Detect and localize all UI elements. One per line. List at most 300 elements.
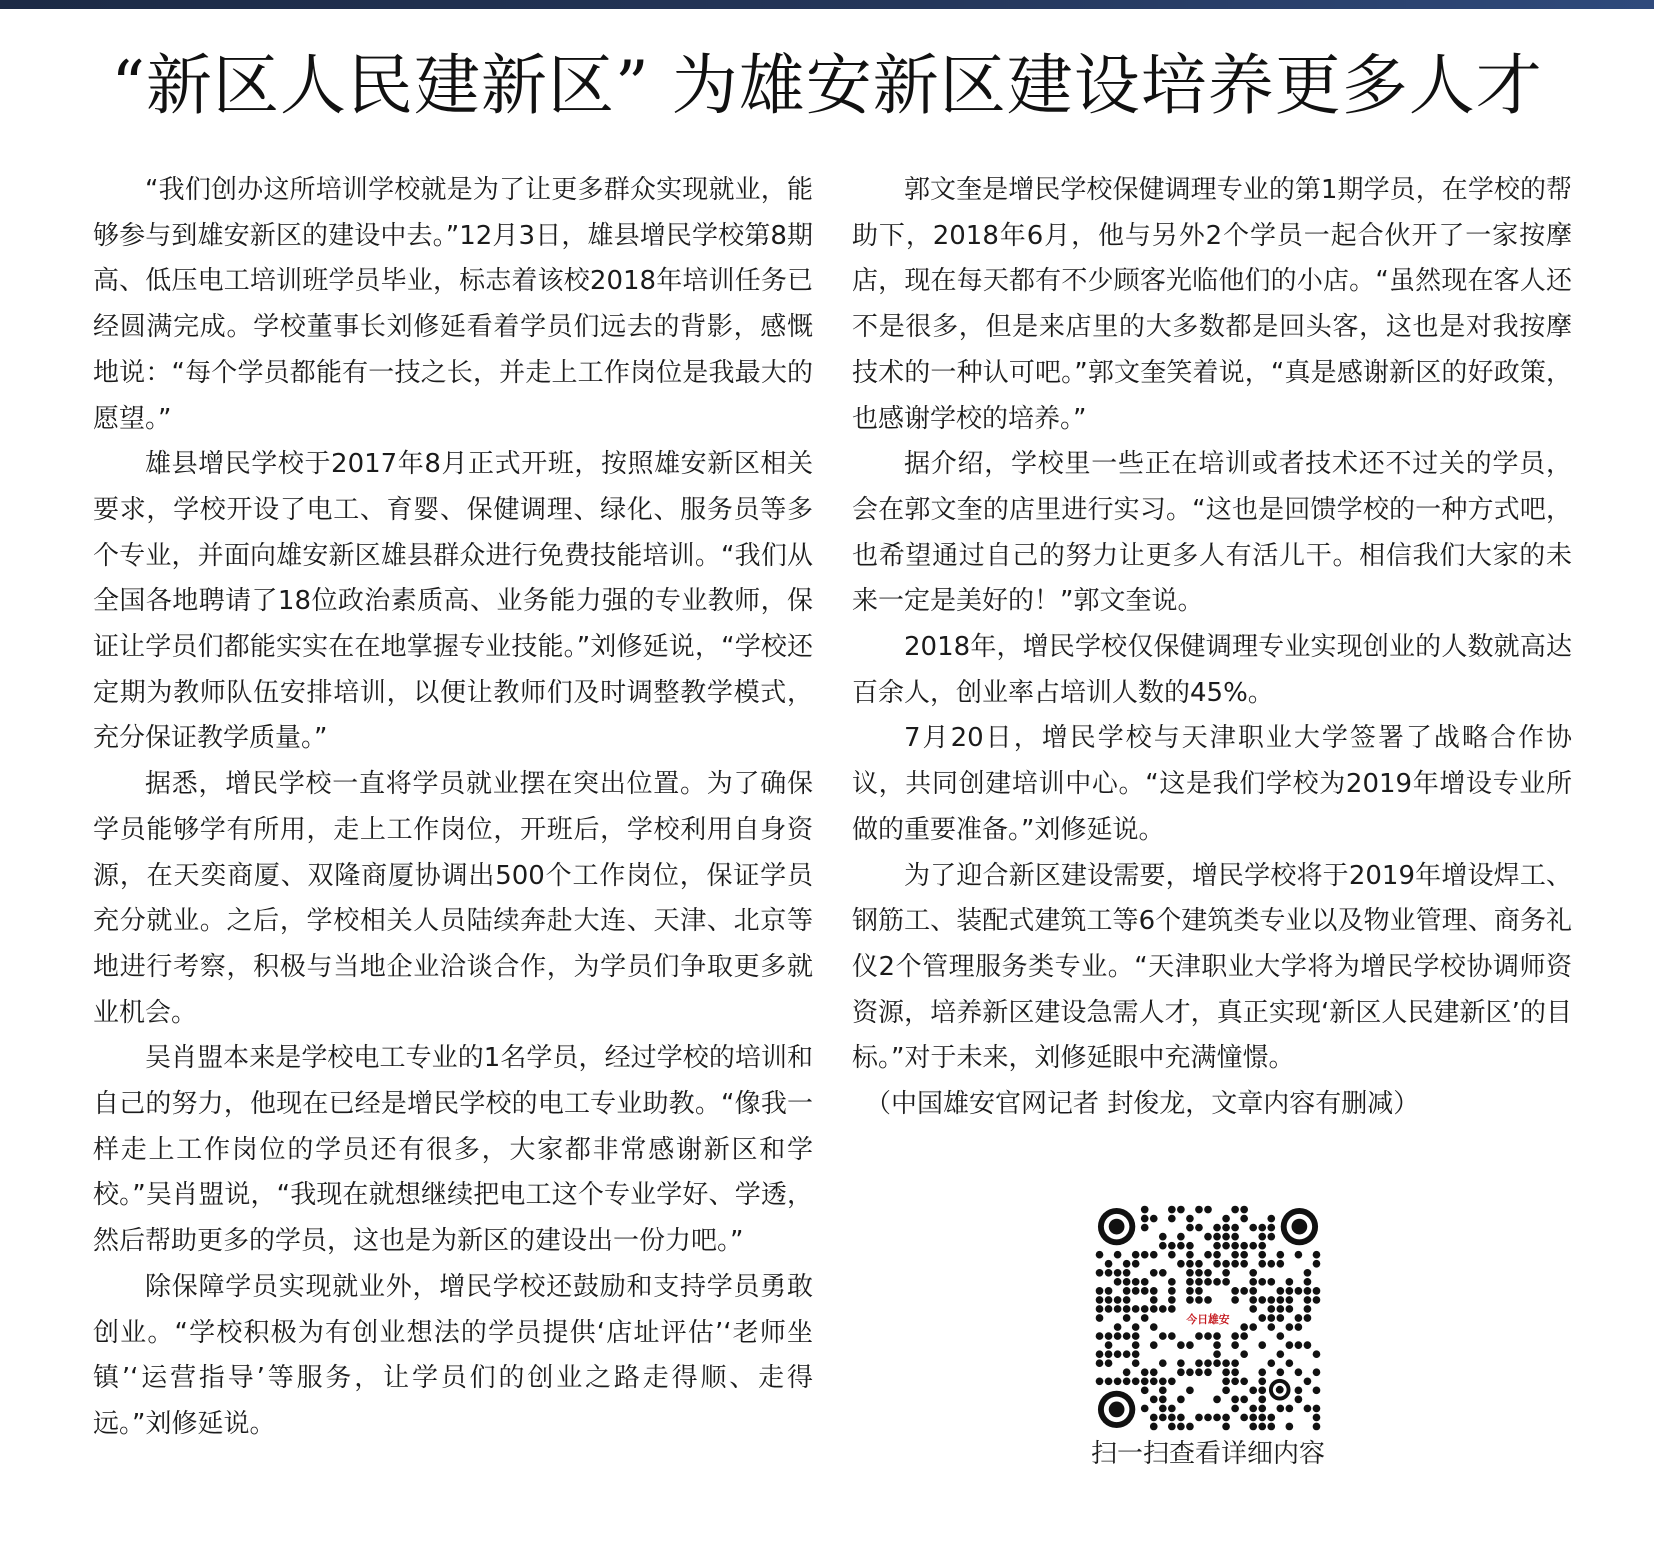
qr-module-dot <box>1240 1414 1248 1422</box>
qr-module-dot <box>1150 1269 1158 1277</box>
qr-module-dot <box>1105 1359 1113 1367</box>
qr-module-dot <box>1295 1341 1303 1349</box>
qr-module-dot <box>1132 1359 1140 1367</box>
qr-module-dot <box>1295 1386 1303 1394</box>
qr-module-dot <box>1313 1386 1321 1394</box>
qr-module-dot <box>1141 1278 1149 1286</box>
qr-module-dot <box>1267 1314 1275 1322</box>
qr-finder-top-right <box>1281 1208 1318 1245</box>
qr-module-dot <box>1204 1332 1212 1340</box>
qr-module-dot <box>1123 1377 1131 1385</box>
qr-module-dot <box>1168 1215 1176 1223</box>
qr-module-dot <box>1159 1396 1167 1404</box>
qr-module-dot <box>1159 1242 1167 1250</box>
qr-module-dot <box>1213 1278 1221 1286</box>
qr-module-dot <box>1249 1224 1257 1232</box>
qr-module-dot <box>1231 1251 1239 1259</box>
qr-module-dot <box>1168 1287 1176 1295</box>
qr-module-dot <box>1313 1287 1321 1295</box>
qr-module-dot <box>1231 1377 1239 1385</box>
qr-module-dot <box>1304 1314 1312 1322</box>
qr-module-dot <box>1213 1414 1221 1422</box>
qr-module-dot <box>1240 1396 1248 1404</box>
qr-module-dot <box>1258 1377 1266 1385</box>
qr-module-dot <box>1240 1251 1248 1259</box>
qr-module-dot <box>1132 1350 1140 1358</box>
qr-module-dot <box>1177 1341 1185 1349</box>
qr-module-dot <box>1150 1377 1158 1385</box>
article-paragraph: 郭文奎是增民学校保健调理专业的第1期学员，在学校的帮助下，2018年6月，他与另外2个学员一起合伙开了一家按摩店，现在每天都有不少顾客光临他们的小店。“虽然现在客人还不是很多，但是来店里的大多数都是回头客，这也是对我按摩技术的一种认可吧。”郭文奎笑着说，“真是感谢新区的好政策，也感谢学校的培养。” <box>852 175 1572 434</box>
qr-module-dot <box>1177 1206 1185 1214</box>
qr-module-dot <box>1168 1206 1176 1214</box>
qr-module-dot <box>1267 1323 1275 1331</box>
qr-module-dot <box>1249 1323 1257 1331</box>
qr-module-dot <box>1186 1423 1194 1431</box>
qr-module-dot <box>1141 1377 1149 1385</box>
qr-module-dot <box>1286 1305 1294 1313</box>
qr-code-block <box>1058 1205 1358 1471</box>
qr-module-dot <box>1240 1215 1248 1223</box>
qr-module-dot <box>1222 1269 1230 1277</box>
qr-module-dot <box>1304 1341 1312 1349</box>
qr-module-dot <box>1105 1377 1113 1385</box>
qr-module-dot <box>1177 1396 1185 1404</box>
qr-module-dot <box>1240 1287 1248 1295</box>
qr-module-dot <box>1258 1314 1266 1322</box>
qr-module-dot <box>1168 1423 1176 1431</box>
qr-module-dot <box>1132 1251 1140 1259</box>
qr-module-dot <box>1168 1332 1176 1340</box>
qr-module-dot <box>1249 1405 1257 1413</box>
qr-module-dot <box>1150 1251 1158 1259</box>
qr-module-dot <box>1123 1296 1131 1304</box>
qr-module-dot <box>1132 1305 1140 1313</box>
article-byline: （中国雄安官网记者 封俊龙，文章内容有删减） <box>865 1089 1420 1120</box>
qr-module-dot <box>1258 1296 1266 1304</box>
qr-module-dot <box>1096 1269 1104 1277</box>
qr-module-dot <box>1150 1396 1158 1404</box>
qr-module-dot <box>1213 1359 1221 1367</box>
qr-module-dot <box>1159 1377 1167 1385</box>
qr-module-dot <box>1096 1350 1104 1358</box>
qr-module-dot <box>1114 1332 1122 1340</box>
qr-module-dot <box>1204 1278 1212 1286</box>
qr-module-dot <box>1222 1368 1230 1376</box>
qr-module-dot <box>1276 1314 1284 1322</box>
qr-module-dot <box>1267 1233 1275 1241</box>
qr-module-dot <box>1114 1251 1122 1259</box>
qr-caption: 扫一扫查看详细内容 <box>1090 1439 1325 1469</box>
qr-module-dot <box>1258 1386 1266 1394</box>
qr-module-dot <box>1240 1332 1248 1340</box>
qr-module-dot <box>1096 1359 1104 1367</box>
svg-text:今日雄安: 今日雄安 <box>1186 1312 1230 1326</box>
article-paragraph: 据介绍，学校里一些正在培训或者技术还不过关的学员，会在郭文奎的店里进行实习。“这也是回馈学校的一种方式吧，也希望通过自己的努力让更多人有活儿干。相信我们大家的未来一定是美好的！”郭文奎说。 <box>852 449 1572 617</box>
qr-module-dot <box>1295 1323 1303 1331</box>
qr-module-dot <box>1123 1314 1131 1322</box>
qr-module-dot <box>1249 1242 1257 1250</box>
qr-module-dot <box>1295 1396 1303 1404</box>
qr-module-dot <box>1186 1386 1194 1394</box>
qr-module-dot <box>1276 1251 1284 1259</box>
qr-module-dot <box>1114 1323 1122 1331</box>
qr-module-dot <box>1258 1423 1266 1431</box>
qr-finder-top-left <box>1098 1208 1135 1245</box>
qr-module-dot <box>1295 1251 1303 1259</box>
qr-module-dot <box>1195 1414 1203 1422</box>
qr-module-dot <box>1096 1251 1104 1259</box>
qr-module-dot <box>1304 1305 1312 1313</box>
qr-module-dot <box>1258 1405 1266 1413</box>
qr-module-dot <box>1150 1414 1158 1422</box>
qr-module-dot <box>1249 1269 1257 1277</box>
qr-module-dot <box>1222 1215 1230 1223</box>
qr-module-dot <box>1141 1368 1149 1376</box>
qr-module-dot <box>1313 1251 1321 1259</box>
qr-module-dot <box>1123 1287 1131 1295</box>
qr-module-dot <box>1222 1242 1230 1250</box>
qr-module-dot <box>1204 1251 1212 1259</box>
qr-module-dot <box>1240 1242 1248 1250</box>
qr-module-dot <box>1105 1287 1113 1295</box>
qr-module-dot <box>1286 1287 1294 1295</box>
article-paragraph: 2018年，增民学校仅保健调理专业实现创业的人数就高达百余人，创业率占培训人数的45%。 <box>852 632 1572 708</box>
qr-module-dot <box>1267 1359 1275 1367</box>
qr-module-dot <box>1313 1414 1321 1422</box>
qr-module-dot <box>1114 1269 1122 1277</box>
qr-module-dot <box>1105 1350 1113 1358</box>
qr-module-dot <box>1150 1305 1158 1313</box>
qr-module-dot <box>1276 1350 1284 1358</box>
qr-module-dot <box>1168 1278 1176 1286</box>
qr-module-dot <box>1249 1278 1257 1286</box>
qr-module-dot <box>1114 1377 1122 1385</box>
qr-center-logo <box>1181 1307 1234 1329</box>
qr-module-dot <box>1186 1215 1194 1223</box>
qr-module-dot <box>1159 1414 1167 1422</box>
article-paragraph: 雄县增民学校于2017年8月正式开班，按照雄安新区相关要求，学校开设了电工、育婴、保健调理、绿化、服务员等多个专业，并面向雄安新区雄县群众进行免费技能培训。“我们从全国各地聘请了18位政治素质高、业务能力强的专业教师，保证让学员们都能实实在在地掌握专业技能。”刘修延说，“学校还定期为教师队伍安排培训，以便让教师们及时调整教学模式，充分保证教学质量。” <box>93 449 813 754</box>
qr-module-dot <box>1096 1296 1104 1304</box>
qr-module-dot <box>1249 1287 1257 1295</box>
qr-module-dot <box>1286 1323 1294 1331</box>
qr-module-dot <box>1258 1242 1266 1250</box>
qr-module-dot <box>1213 1350 1221 1358</box>
qr-module-dot <box>1295 1368 1303 1376</box>
qr-module-dot <box>1141 1405 1149 1413</box>
qr-module-dot <box>1295 1314 1303 1322</box>
article-column-right <box>852 168 1572 1128</box>
qr-module-dot <box>1096 1377 1104 1385</box>
qr-module-dot <box>1123 1332 1131 1340</box>
qr-module-dot <box>1249 1423 1257 1431</box>
qr-module-dot <box>1168 1414 1176 1422</box>
qr-module-dot <box>1150 1296 1158 1304</box>
qr-module-dot <box>1150 1323 1158 1331</box>
qr-module-dot <box>1276 1405 1284 1413</box>
qr-module-dot <box>1276 1305 1284 1313</box>
qr-module-dot <box>1195 1278 1203 1286</box>
qr-module-dot <box>1258 1224 1266 1232</box>
qr-module-dot <box>1267 1260 1275 1268</box>
qr-module-dot <box>1141 1314 1149 1322</box>
qr-module-dot <box>1222 1377 1230 1385</box>
qr-module-dot <box>1213 1396 1221 1404</box>
qr-module-dot <box>1240 1350 1248 1358</box>
qr-module-dot <box>1195 1269 1203 1277</box>
qr-module-dot <box>1286 1296 1294 1304</box>
qr-module-dot <box>1159 1386 1167 1394</box>
qr-module-dot <box>1168 1242 1176 1250</box>
qr-module-dot <box>1114 1305 1122 1313</box>
qr-module-dot <box>1177 1368 1185 1376</box>
qr-module-dot <box>1105 1305 1113 1313</box>
qr-module-dot <box>1249 1386 1257 1394</box>
qr-module-dot <box>1168 1305 1176 1313</box>
qr-module-dot <box>1222 1359 1230 1367</box>
qr-module-dot <box>1258 1341 1266 1349</box>
qr-module-dot <box>1186 1260 1194 1268</box>
qr-module-dot <box>1132 1278 1140 1286</box>
qr-module-dot <box>1114 1350 1122 1358</box>
qr-module-dot <box>1141 1215 1149 1223</box>
qr-module-dot <box>1123 1260 1131 1268</box>
qr-module-dot <box>1313 1260 1321 1268</box>
qr-module-dot <box>1177 1414 1185 1422</box>
article-headline: “新区人民建新区” 为雄安新区建设培养更多人才 <box>111 47 1543 124</box>
qr-module-dot <box>1195 1359 1203 1367</box>
qr-module-dot <box>1222 1278 1230 1286</box>
qr-module-dot <box>1231 1260 1239 1268</box>
qr-module-dot <box>1177 1359 1185 1367</box>
qr-module-dot <box>1222 1414 1230 1422</box>
article-paragraph: “我们创办这所培训学校就是为了让更多群众实现就业，能够参与到雄安新区的建设中去。”12月3日，雄县增民学校第8期高、低压电工培训班学员毕业，标志着该校2018年培训任务已经圆满完成。学校董事长刘修延看着学员们远去的背影，感慨地说：“每个学员都能有一技之长，并走上工作岗位是我最大的愿望。” <box>93 175 813 434</box>
qr-module-dot <box>1204 1359 1212 1367</box>
qr-module-dot <box>1186 1242 1194 1250</box>
qr-module-dot <box>1159 1359 1167 1367</box>
qr-module-dot <box>1231 1405 1239 1413</box>
qr-module-dot <box>1204 1233 1212 1241</box>
qr-module-dot <box>1286 1341 1294 1349</box>
qr-module-dot <box>1132 1377 1140 1385</box>
qr-module-dot <box>1213 1332 1221 1340</box>
qr-module-dot <box>1276 1287 1284 1295</box>
qr-module-dot <box>1195 1332 1203 1340</box>
qr-module-dot <box>1204 1368 1212 1376</box>
qr-module-dot <box>1222 1423 1230 1431</box>
qr-code-icon[interactable] <box>1095 1205 1321 1431</box>
qr-module-dot <box>1213 1242 1221 1250</box>
qr-module-dot <box>1177 1423 1185 1431</box>
qr-module-dot <box>1258 1414 1266 1422</box>
qr-module-dot <box>1204 1414 1212 1422</box>
qr-module-dot <box>1096 1287 1104 1295</box>
qr-module-dot <box>1213 1251 1221 1259</box>
qr-module-dot <box>1240 1206 1248 1214</box>
qr-module-dot <box>1222 1233 1230 1241</box>
qr-module-dot <box>1123 1305 1131 1313</box>
qr-module-dot <box>1123 1368 1131 1376</box>
qr-module-dot <box>1105 1341 1113 1349</box>
qr-module-dot <box>1159 1305 1167 1313</box>
qr-module-dot <box>1304 1287 1312 1295</box>
qr-module-dot <box>1150 1287 1158 1295</box>
qr-module-dot <box>1213 1260 1221 1268</box>
qr-module-dot <box>1123 1350 1131 1358</box>
qr-module-dot <box>1159 1332 1167 1340</box>
qr-module-dot <box>1105 1296 1113 1304</box>
qr-module-dot <box>1304 1278 1312 1286</box>
qr-module-dot <box>1195 1287 1203 1295</box>
qr-module-dot <box>1267 1423 1275 1431</box>
qr-module-dot <box>1141 1287 1149 1295</box>
qr-module-dot <box>1267 1278 1275 1286</box>
qr-module-dot <box>1231 1368 1239 1376</box>
qr-module-dot <box>1304 1269 1312 1277</box>
qr-module-dot <box>1286 1405 1294 1413</box>
qr-module-dot <box>1195 1224 1203 1232</box>
qr-module-dot <box>1258 1233 1266 1241</box>
qr-module-dot <box>1159 1269 1167 1277</box>
qr-module-dot <box>1231 1341 1239 1349</box>
qr-module-dot <box>1313 1368 1321 1376</box>
qr-module-dot <box>1258 1368 1266 1376</box>
qr-module-dot <box>1249 1414 1257 1422</box>
qr-module-dot <box>1204 1269 1212 1277</box>
qr-module-dot <box>1186 1224 1194 1232</box>
qr-module-dot <box>1168 1405 1176 1413</box>
qr-module-dot <box>1231 1287 1239 1295</box>
qr-module-dot <box>1132 1341 1140 1349</box>
qr-module-dot <box>1222 1260 1230 1268</box>
qr-module-dot <box>1286 1359 1294 1367</box>
qr-module-dot <box>1258 1260 1266 1268</box>
qr-module-dot <box>1267 1215 1275 1223</box>
article-column-left <box>93 168 813 1448</box>
qr-module-dot <box>1249 1305 1257 1313</box>
qr-module-dot <box>1213 1233 1221 1241</box>
qr-module-dot <box>1141 1251 1149 1259</box>
qr-module-dot <box>1267 1224 1275 1232</box>
qr-module-dot <box>1168 1377 1176 1385</box>
qr-module-dot <box>1286 1278 1294 1286</box>
qr-module-dot <box>1177 1242 1185 1250</box>
article-paragraph: 7月20日，增民学校与天津职业大学签署了战略合作协议，共同创建培训中心。“这是我们学校为2019年增设专业所做的重要准备。”刘修延说。 <box>852 723 1572 845</box>
qr-module-dot <box>1295 1287 1303 1295</box>
qr-module-dot <box>1304 1296 1312 1304</box>
qr-module-dot <box>1159 1405 1167 1413</box>
qr-module-dot <box>1231 1296 1239 1304</box>
qr-module-dot <box>1231 1396 1239 1404</box>
qr-module-dot <box>1231 1206 1239 1214</box>
qr-module-dot <box>1177 1260 1185 1268</box>
qr-module-dot <box>1141 1206 1149 1214</box>
qr-module-dot <box>1249 1296 1257 1304</box>
qr-module-dot <box>1114 1296 1122 1304</box>
qr-module-dot <box>1204 1206 1212 1214</box>
qr-finder-bottom-left <box>1098 1391 1135 1428</box>
article-paragraph: 据悉，增民学校一直将学员就业摆在突出位置。为了确保学员能够学有所用，走上工作岗位，开班后，学校利用自身资源，在天奕商厦、双隆商厦协调出500个工作岗位，保证学员充分就业。之后，学校相关人员陆续奔赴大连、天津、北京等地进行考察，积极与当地企业洽谈合作，为学员们争取更多就业机会。 <box>93 769 813 1028</box>
qr-module-dot <box>1186 1278 1194 1286</box>
qr-module-dot <box>1186 1368 1194 1376</box>
qr-module-dot <box>1267 1414 1275 1422</box>
qr-module-dot <box>1141 1305 1149 1313</box>
qr-module-dot <box>1304 1405 1312 1413</box>
qr-module-dot <box>1105 1260 1113 1268</box>
qr-module-dot <box>1150 1368 1158 1376</box>
qr-module-dot <box>1186 1269 1194 1277</box>
qr-module-dot <box>1195 1206 1203 1214</box>
qr-module-dot <box>1195 1368 1203 1376</box>
qr-module-dot <box>1114 1278 1122 1286</box>
qr-module-dot <box>1231 1233 1239 1241</box>
qr-module-dot <box>1150 1341 1158 1349</box>
article-paragraph: 为了迎合新区建设需要，增民学校将于2019年增设焊工、钢筋工、装配式建筑工等6个建筑类专业以及物业管理、商务礼仪2个管理服务类专业。“天津职业大学将为增民学校协调师资资源，培养新区建设急需人才，真正实现‘新区人民建新区’的目标。”对于未来，刘修延眼中充满憧憬。 <box>852 860 1572 1074</box>
qr-module-dot <box>1132 1287 1140 1295</box>
qr-module-dot <box>1231 1242 1239 1250</box>
qr-module-dot <box>1258 1278 1266 1286</box>
qr-module-dot <box>1186 1251 1194 1259</box>
qr-module-dot <box>1276 1296 1284 1304</box>
qr-module-dot <box>1186 1341 1194 1349</box>
qr-module-dot <box>1195 1296 1203 1304</box>
qr-module-dot <box>1258 1251 1266 1259</box>
qr-module-dot <box>1313 1350 1321 1358</box>
qr-module-dot <box>1159 1233 1167 1241</box>
qr-module-dot <box>1096 1332 1104 1340</box>
qr-module-dot <box>1231 1332 1239 1340</box>
qr-module-dot <box>1150 1423 1158 1431</box>
qr-module-dot <box>1313 1405 1321 1413</box>
qr-module-dot <box>1304 1377 1312 1385</box>
qr-module-dot <box>1258 1396 1266 1404</box>
qr-module-dot <box>1240 1260 1248 1268</box>
qr-module-dot <box>1286 1423 1294 1431</box>
qr-module-dot <box>1168 1296 1176 1304</box>
qr-module-dot <box>1141 1386 1149 1394</box>
qr-module-dot <box>1213 1341 1221 1349</box>
qr-module-dot <box>1231 1224 1239 1232</box>
qr-module-dot <box>1213 1224 1221 1232</box>
qr-module-dot <box>1195 1260 1203 1268</box>
article-paragraph: 除保障学员实现就业外，增民学校还鼓励和支持学员勇敢创业。“学校积极为有创业想法的学员提供‘店址评估’‘老师坐镇’‘运营指导’等服务，让学员们的创业之路走得顺、走得远。”刘修延说。 <box>93 1271 813 1439</box>
article-paragraph: 吴肖盟本来是学校电工专业的1名学员，经过学校的培训和自己的努力，他现在已经是增民学校的电工专业助教。“像我一样走上工作岗位的学员还有很多，大家都非常感谢新区和学校。”吴肖盟说，“我现在就想继续把电工这个专业学好、学透，然后帮助更多的学员，这也是为新区的建设出一份力吧。” <box>93 1043 813 1257</box>
qr-module-dot <box>1105 1269 1113 1277</box>
qr-module-dot <box>1240 1323 1248 1331</box>
qr-module-dot <box>1096 1305 1104 1313</box>
qr-alignment-pattern <box>1269 1379 1291 1401</box>
qr-module-dot <box>1132 1260 1140 1268</box>
qr-module-dot <box>1123 1269 1131 1277</box>
qr-module-dot <box>1240 1377 1248 1385</box>
qr-module-dot <box>1150 1215 1158 1223</box>
qr-module-dot <box>1132 1323 1140 1331</box>
qr-module-dot <box>1267 1305 1275 1313</box>
qr-module-dot <box>1105 1332 1113 1340</box>
qr-module-dot <box>1132 1332 1140 1340</box>
qr-module-dot <box>1204 1296 1212 1304</box>
qr-module-dot <box>1096 1314 1104 1322</box>
qr-module-dot <box>1267 1296 1275 1304</box>
qr-module-dot <box>1276 1332 1284 1340</box>
qr-module-dot <box>1141 1224 1149 1232</box>
qr-module-dot <box>1313 1296 1321 1304</box>
qr-module-dot <box>1222 1224 1230 1232</box>
qr-module-dot <box>1186 1296 1194 1304</box>
top-decorative-bar <box>0 0 1654 9</box>
qr-module-dot <box>1276 1260 1284 1268</box>
qr-module-dot <box>1231 1359 1239 1367</box>
qr-module-dot <box>1276 1368 1284 1376</box>
